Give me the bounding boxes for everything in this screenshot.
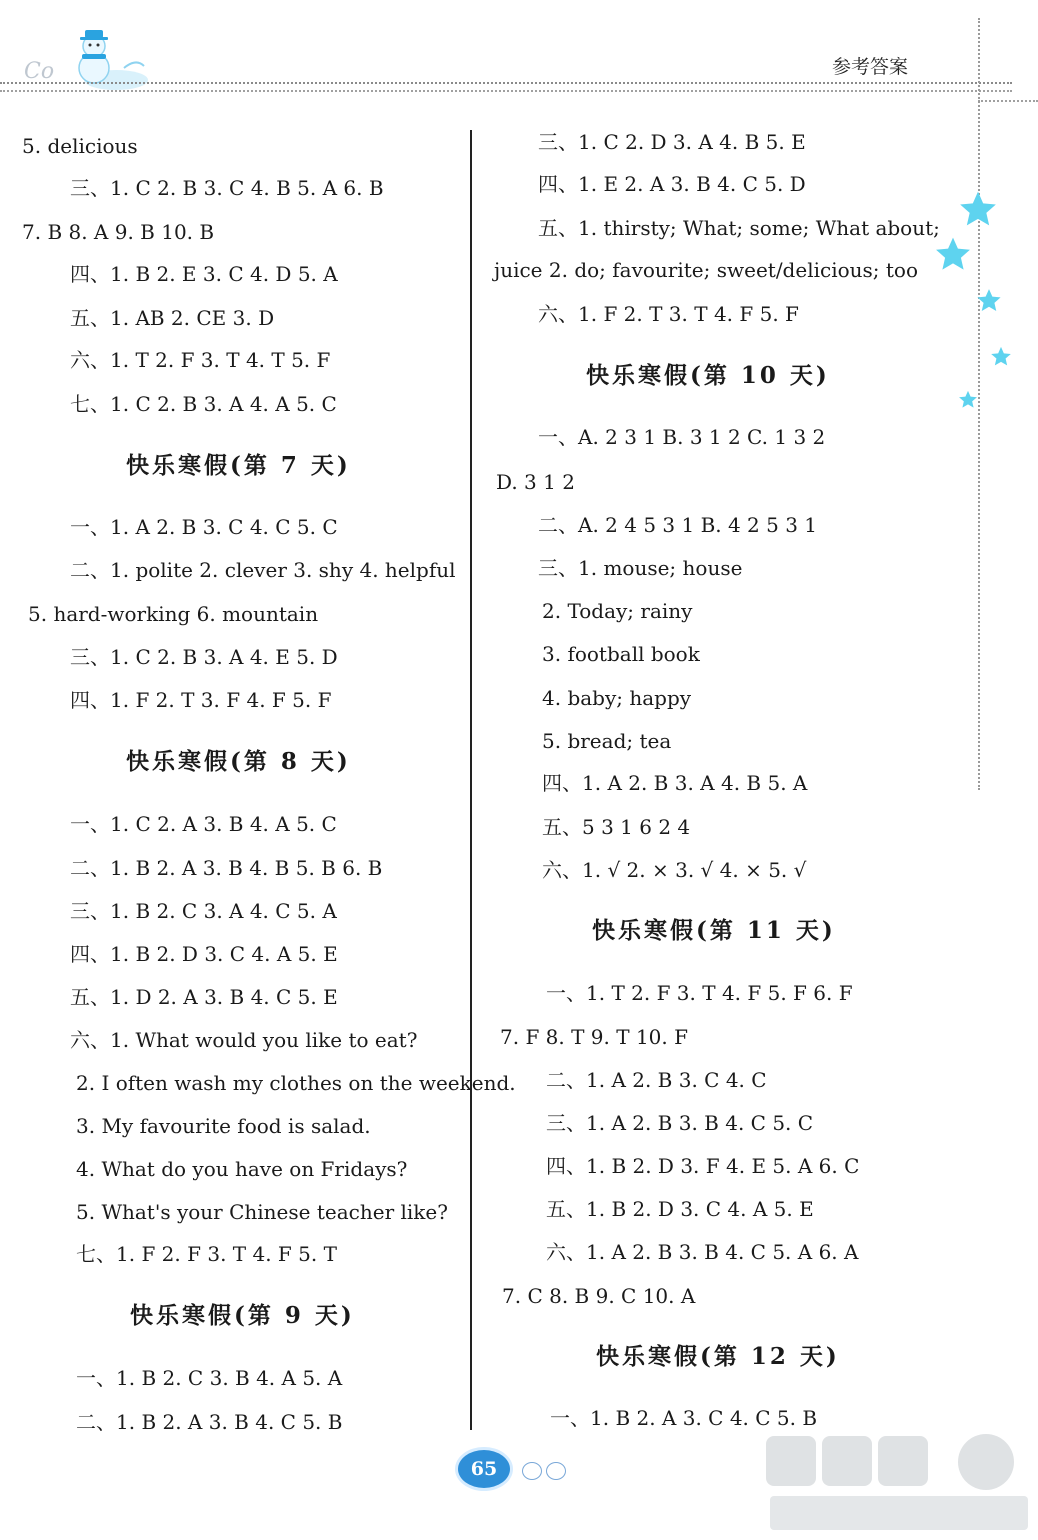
answer-line: 二、1. A 2. B 3. C 4. C: [546, 1068, 767, 1092]
answer-line: 一、1. B 2. A 3. C 4. C 5. B: [550, 1406, 818, 1430]
answer-line: 三、1. C 2. B 3. A 4. E 5. D: [70, 645, 338, 669]
answer-line: 7. F 8. T 9. T 10. F: [500, 1025, 688, 1049]
answer-line: D. 3 1 2: [496, 470, 575, 494]
answer-line: 七、1. C 2. B 3. A 4. A 5. C: [70, 392, 337, 416]
section-heading: 快乐寒假(第 10 天): [586, 362, 830, 389]
answer-line: juice 2. do; favourite; sweet/delicious; too: [494, 258, 918, 282]
header-rule: [0, 90, 1012, 92]
answer-line: 2. Today; rainy: [542, 599, 693, 623]
page-number: 65: [458, 1450, 510, 1488]
answer-line: 5. What's your Chinese teacher like?: [76, 1200, 448, 1224]
answer-line: 三、1. C 2. D 3. A 4. B 5. E: [538, 130, 806, 154]
answer-line: 4. What do you have on Fridays?: [76, 1157, 408, 1181]
answer-line: 一、1. C 2. A 3. B 4. A 5. C: [70, 812, 337, 836]
watermark-logo: [760, 1432, 1038, 1540]
answer-line: 五、5 3 1 6 2 4: [542, 815, 691, 839]
answer-line: 3. My favourite food is salad.: [76, 1114, 371, 1138]
answer-line: 三、1. B 2. C 3. A 4. C 5. A: [70, 899, 337, 923]
circle-icon: [522, 1462, 542, 1480]
star-icon: [976, 288, 1002, 318]
answer-line: 七、1. F 2. F 3. T 4. F 5. T: [76, 1242, 337, 1266]
answer-line: 五、1. AB 2. CE 3. D: [70, 306, 275, 330]
section-heading: 快乐寒假(第 11 天): [592, 917, 836, 944]
answer-line: 二、1. B 2. A 3. B 4. B 5. B 6. B: [70, 856, 383, 880]
answer-line: 二、A. 2 4 5 3 1 B. 4 2 5 3 1: [538, 513, 818, 537]
svg-text:Co: Co: [24, 59, 55, 84]
answer-line: 五、1. D 2. A 3. B 4. C 5. E: [70, 985, 338, 1009]
answer-line: 五、1. thirsty; What; some; What about;: [538, 216, 940, 240]
answer-line: 5. bread; tea: [542, 729, 672, 753]
circle-icon: [546, 1462, 566, 1480]
answer-line: 7. C 8. B 9. C 10. A: [502, 1284, 696, 1308]
section-heading: 快乐寒假(第 8 天): [126, 748, 351, 775]
answer-line: 一、1. T 2. F 3. T 4. F 5. F 6. F: [546, 981, 853, 1005]
answer-line: 五、1. B 2. D 3. C 4. A 5. E: [546, 1197, 814, 1221]
header-rule: [0, 82, 1012, 84]
answer-line: 2. I often wash my clothes on the weekend.: [76, 1071, 516, 1095]
answer-line: 四、1. B 2. E 3. C 4. D 5. A: [70, 262, 338, 286]
answer-line: 四、1. E 2. A 3. B 4. C 5. D: [538, 172, 806, 196]
answer-line: 四、1. F 2. T 3. F 4. F 5. F: [70, 688, 332, 712]
answer-line: 7. B 8. A 9. B 10. B: [22, 220, 215, 244]
star-icon: [958, 190, 998, 234]
section-heading: 快乐寒假(第 9 天): [130, 1302, 355, 1329]
answer-line: 一、A. 2 3 1 B. 3 1 2 C. 1 3 2: [538, 425, 826, 449]
answer-line: 5. delicious: [22, 134, 138, 158]
answer-line: 三、1. C 2. B 3. C 4. B 5. A 6. B: [70, 176, 384, 200]
answer-line: 三、1. A 2. B 3. B 4. C 5. C: [546, 1111, 814, 1135]
answer-line: 四、1. B 2. D 3. F 4. E 5. A 6. C: [546, 1154, 860, 1178]
section-heading: 快乐寒假(第 12 天): [596, 1343, 840, 1370]
answer-line: 一、1. A 2. B 3. C 4. C 5. C: [70, 515, 338, 539]
snowman-icon: [24, 28, 154, 96]
answer-line: 二、1. polite 2. clever 3. shy 4. helpful: [70, 558, 456, 582]
answer-line: 四、1. B 2. D 3. C 4. A 5. E: [70, 942, 338, 966]
answer-line: 三、1. mouse; house: [538, 556, 743, 580]
section-heading: 快乐寒假(第 7 天): [126, 452, 351, 479]
star-icon: [958, 390, 978, 414]
answer-line: 二、1. B 2. A 3. B 4. C 5. B: [76, 1410, 343, 1434]
star-icon: [934, 236, 972, 278]
answer-line: 四、1. A 2. B 3. A 4. B 5. A: [542, 771, 808, 795]
answer-line: 六、1. F 2. T 3. T 4. F 5. F: [538, 302, 799, 326]
answer-line: 一、1. B 2. C 3. B 4. A 5. A: [76, 1366, 343, 1390]
answer-line: 六、1. T 2. F 3. T 4. T 5. F: [70, 348, 331, 372]
answer-line: 六、1. What would you like to eat?: [70, 1028, 418, 1052]
margin-rule: [978, 18, 980, 790]
answer-line: 六、1. A 2. B 3. B 4. C 5. A 6. A: [546, 1240, 859, 1264]
header-rule: [978, 100, 1038, 102]
answer-line: 5. hard-working 6. mountain: [28, 602, 319, 626]
header-title: 参考答案: [832, 56, 909, 78]
answer-line: 3. football book: [542, 642, 700, 666]
column-divider: [470, 130, 472, 1430]
star-icon: [990, 346, 1012, 372]
answer-line: 六、1. √ 2. × 3. √ 4. × 5. √: [542, 858, 807, 882]
answer-line: 4. baby; happy: [542, 686, 692, 710]
